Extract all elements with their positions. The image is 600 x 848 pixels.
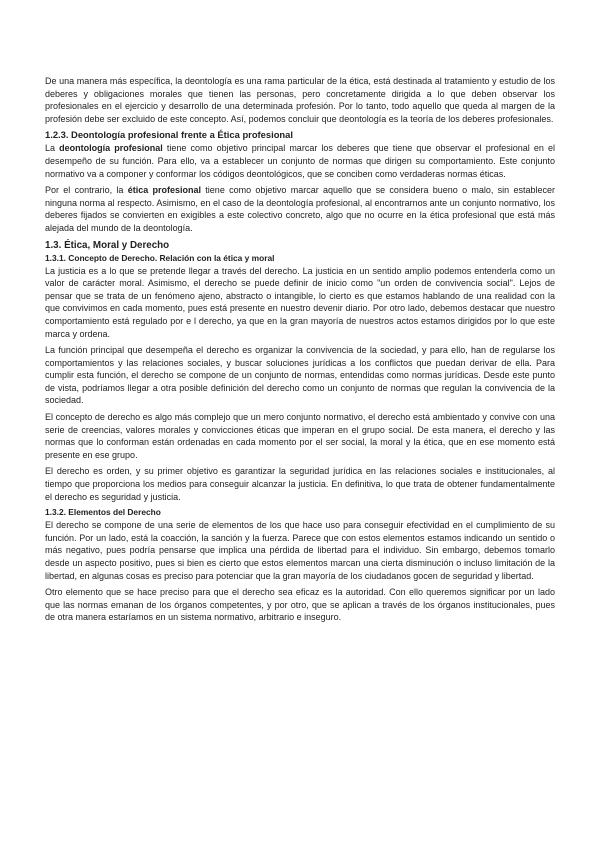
section-1-3-heading: 1.3. Ética, Moral y Derecho bbox=[45, 239, 170, 251]
section-1-3-2-heading: 1.3.2. Elementos del Derecho bbox=[45, 507, 161, 518]
section-1-2-3-heading: 1.2.3. Deontología profesional frente a Ética profesional bbox=[45, 129, 293, 141]
section-1-3-2-paragraph-1: El derecho se compone de una serie de elementos de los que hace uso para conseguir efectividad en el cumplimiento de su función. Por un lado, está la coacción, la sanción y la fuerza. Parece que con estos elementos estamos indicando un sentido o más negativo, pues podría pensarse que implica una pérdida de libertad para el individuo. Sin embargo, debemos tomarlo desde un aspecto positivo, pues si bien es cierto que estos elementos marcan una cierta disminución o incluso limitación de la libertad, en algunas cosas es preciso para potenciar que la gran mayoría de los ciudadanos gocen de seguridad y libertad. bbox=[45, 520, 555, 581]
section-1-3-1-paragraph-2: La función principal que desempeña el derecho es organizar la convivencia de la sociedad, y para ello, han de regularse los comportamientos y las relaciones sociales, y buscar soluciones jurídicas a los conflictos que puedan derivar de ella. Para cumplir esta función, el derecho se compone de un conjunto de normas, entendidas como normas jurídicas. Desde este punto de vista, podríamos llegar a otra posible definición del derecho como un conjunto de normas que regulan la convivencia de la sociedad. bbox=[45, 345, 555, 406]
paragraph-body: tiene como objetivo marcar aquello que se considera bueno o malo, sin establecer ninguna norma al respecto. Asimismo, en el caso de la deontología profesional, al encontrarnos ante un conjunto normativo, los deberes fijados se convierten en exigibles a este colectivo concreto, algo que no ocurre en la ética profesional que está más alejada del mundo de la deontología. bbox=[45, 185, 555, 233]
section-1-3-1-paragraph-1: La justicia es a lo que se pretende llegar a través del derecho. La justicia en un sentido amplio podemos entenderla como un valor de carácter moral. Asimismo, el derecho se puede definir de inicio como "un orden de convivencia social". Lejos de pensar que se trata de un fenómeno ajeno, abstracto o intangible, lo cierto es que estamos hablando de una realidad con la que convivimos en cada momento, pues está presente en nuestro devenir diario. Por otro lado, debemos destacar que nuestro comportamiento está regulado por e l derecho, ya que en la gran mayoría de nuestros actos estamos dirigidos por lo que este marca y ordena. bbox=[45, 265, 555, 339]
intro-paragraph: De una manera más específica, la deontología es una rama particular de la ética, está destinada al tratamiento y estudio de los deberes y obligaciones morales que tienen las personas, pero concretamente dirigida a lo que deben observar los profesionales en el ejercicio y desarrollo de una determinada profesión. Por lo tanto, todo aquello que queda al margen de la profesión debe ser excluido de este concepto. Así, podemos concluir que deontología es la teoría de los deberes profesionales. bbox=[45, 76, 555, 124]
section-1-3-2-paragraph-2: Otro elemento que se hace preciso para que el derecho sea eficaz es la autoridad. Con ello queremos significar por un lado que las normas emanan de los órganos competentes, y por otro, que se aplican a través de los órganos institucionales, pues de otra manera estaríamos en un sistema normativo, arbitrario e inseguro. bbox=[45, 587, 555, 623]
term-deontologia-profesional: deontología profesional bbox=[59, 143, 163, 154]
section-1-3-1-paragraph-3: El concepto de derecho es algo más complejo que un mero conjunto normativo, el derecho está ambientado y convive con una serie de creencias, valores morales y convicciones éticas que imperan en el grupo social. De esta manera, el derecho y las normas que lo conforman están ordenadas en cada momento por el ser social, la moral y la ética, que en ese momento está presente en ese grupo. bbox=[45, 412, 555, 460]
term-etica-profesional: ética profesional bbox=[127, 185, 202, 196]
section-1-2-3-paragraph-1 bbox=[45, 142, 555, 180]
paragraph-lead: Por el contrario, la bbox=[45, 185, 128, 196]
paragraph-body: tiene como objetivo principal marcar los deberes que tiene que observar el profesional en el desempeño de su función. Para ello, va a establecer un conjunto de normas que dirigen su comportamiento. Este conjunto normativo va a componer y conformar los códigos deontológicos, que se conciben como verdaderas normas éticas. bbox=[45, 143, 555, 179]
paragraph-lead: La bbox=[45, 143, 60, 154]
section-1-3-1-paragraph-4: El derecho es orden, y su primer objetivo es garantizar la seguridad jurídica en las relaciones sociales e institucionales, al tiempo que proporciona los medios para conseguir alcanzar la justicia. En definitiva, lo que trata de obtener fundamentalmente el derecho es seguridad y justicia. bbox=[45, 466, 555, 502]
section-1-3-1-heading: 1.3.1. Concepto de Derecho. Relación con la ética y moral bbox=[45, 252, 275, 263]
document-page bbox=[45, 75, 555, 628]
section-1-2-3-paragraph-2 bbox=[45, 184, 555, 234]
